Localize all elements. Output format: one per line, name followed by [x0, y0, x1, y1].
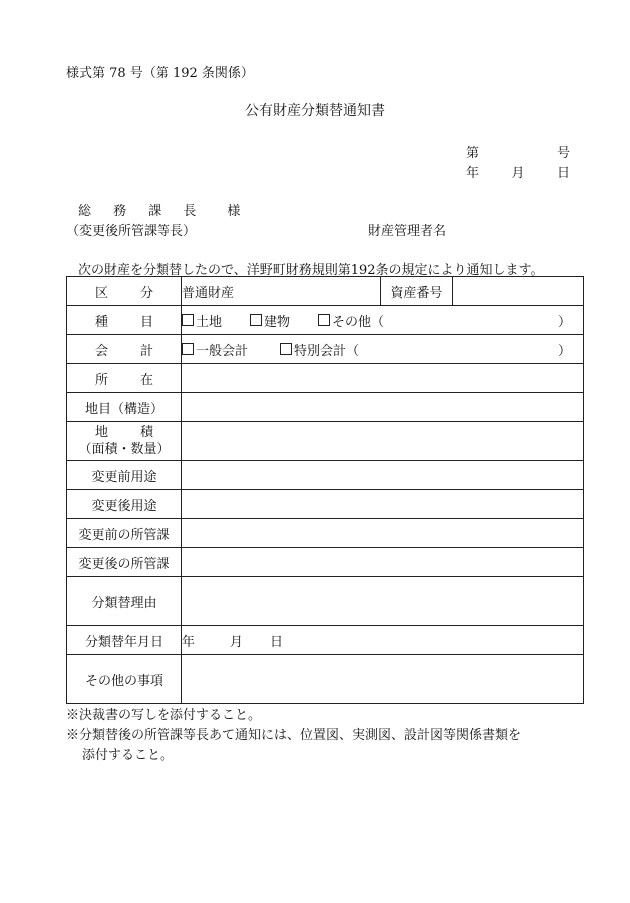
intro-text: 次の財産を分類替したので、洋野町財務規則第192条の規定により通知します。	[78, 263, 544, 278]
before-use-label: 変更前用途	[67, 461, 182, 490]
kubun-value: 普通財産	[182, 277, 381, 306]
row-after-use	[67, 490, 584, 519]
chiseki-field[interactable]	[182, 422, 584, 461]
option-land[interactable]: 土地	[182, 311, 222, 330]
date-year: 年	[466, 166, 480, 181]
addressee: 総 務 課 長 様	[78, 204, 250, 219]
date-day: 日	[270, 634, 284, 650]
kaikei-options	[182, 335, 584, 364]
checkbox-icon[interactable]	[250, 314, 262, 326]
option-general-account[interactable]: 一般会計	[182, 340, 248, 359]
date-year: 年	[182, 634, 196, 650]
shozai-field[interactable]	[182, 364, 584, 393]
before-dept-field[interactable]	[182, 519, 584, 548]
checkbox-icon[interactable]	[318, 314, 330, 326]
row-shumoku	[67, 306, 584, 335]
row-chiseki	[67, 422, 584, 461]
after-dept-field[interactable]	[182, 548, 584, 577]
date-day: 日	[556, 166, 570, 181]
document-date	[466, 162, 570, 181]
row-date	[67, 626, 584, 655]
kaikei-label: 会 計	[67, 335, 182, 364]
document-number	[466, 142, 570, 161]
other-field[interactable]	[182, 655, 584, 704]
row-chimoku	[67, 393, 584, 422]
checkbox-icon[interactable]	[280, 343, 292, 355]
after-use-label: 変更後用途	[67, 490, 182, 519]
close-paren: ）	[557, 343, 571, 359]
row-kubun	[67, 277, 584, 306]
asset-number-label: 資産番号	[381, 277, 453, 306]
asset-number-field[interactable]	[453, 277, 584, 306]
form-number: 様式第 78 号（第 192 条関係）	[66, 66, 254, 81]
before-dept-label: 変更前の所管課	[67, 519, 182, 548]
date-month: 月	[511, 166, 525, 181]
reason-field[interactable]	[182, 577, 584, 626]
date-label: 分類替年月日	[67, 626, 182, 655]
chimoku-field[interactable]	[182, 393, 584, 422]
shumoku-options	[182, 306, 584, 335]
shumoku-label: 種 目	[67, 306, 182, 335]
shozai-label: 所 在	[67, 364, 182, 393]
reason-label: 分類替理由	[67, 577, 182, 626]
chimoku-label: 地目（構造）	[67, 393, 182, 422]
reclassification-date-field[interactable]	[182, 626, 584, 655]
note-attach-documents: ※分類替後の所管課等長あて通知には、位置図、実測図、設計図等関係書類を	[66, 728, 522, 743]
after-dept-label: 変更後の所管課	[67, 548, 182, 577]
date-month: 月	[230, 634, 244, 650]
option-building[interactable]: 建物	[250, 311, 290, 330]
note-attach-documents-cont: 添付すること。	[82, 748, 174, 763]
property-administrator-name: 財産管理者名	[368, 224, 447, 239]
option-special-account[interactable]: 特別会計（	[280, 340, 359, 359]
chiseki-label: 地 積 （面積・数量）	[67, 422, 182, 461]
row-reason	[67, 577, 584, 626]
row-shozai	[67, 364, 584, 393]
row-before-dept	[67, 519, 584, 548]
option-other[interactable]: その他（	[318, 311, 384, 330]
after-use-field[interactable]	[182, 490, 584, 519]
row-other	[67, 655, 584, 704]
close-paren: ）	[557, 314, 571, 330]
number-suffix: 号	[556, 146, 570, 161]
notes	[66, 706, 521, 766]
checkbox-icon[interactable]	[182, 314, 194, 326]
note-attach-approval: ※決裁書の写しを添付すること。	[66, 708, 262, 723]
row-before-use	[67, 461, 584, 490]
row-kaikei	[67, 335, 584, 364]
addressee-note: （変更後所管課等長）	[66, 224, 197, 239]
document-title: 公有財産分類替通知書	[245, 103, 385, 119]
row-after-dept	[67, 548, 584, 577]
number-prefix: 第	[466, 146, 480, 161]
before-use-field[interactable]	[182, 461, 584, 490]
checkbox-icon[interactable]	[182, 343, 194, 355]
reclassification-table	[66, 276, 584, 704]
kubun-label: 区 分	[67, 277, 182, 306]
other-label: その他の事項	[67, 655, 182, 704]
